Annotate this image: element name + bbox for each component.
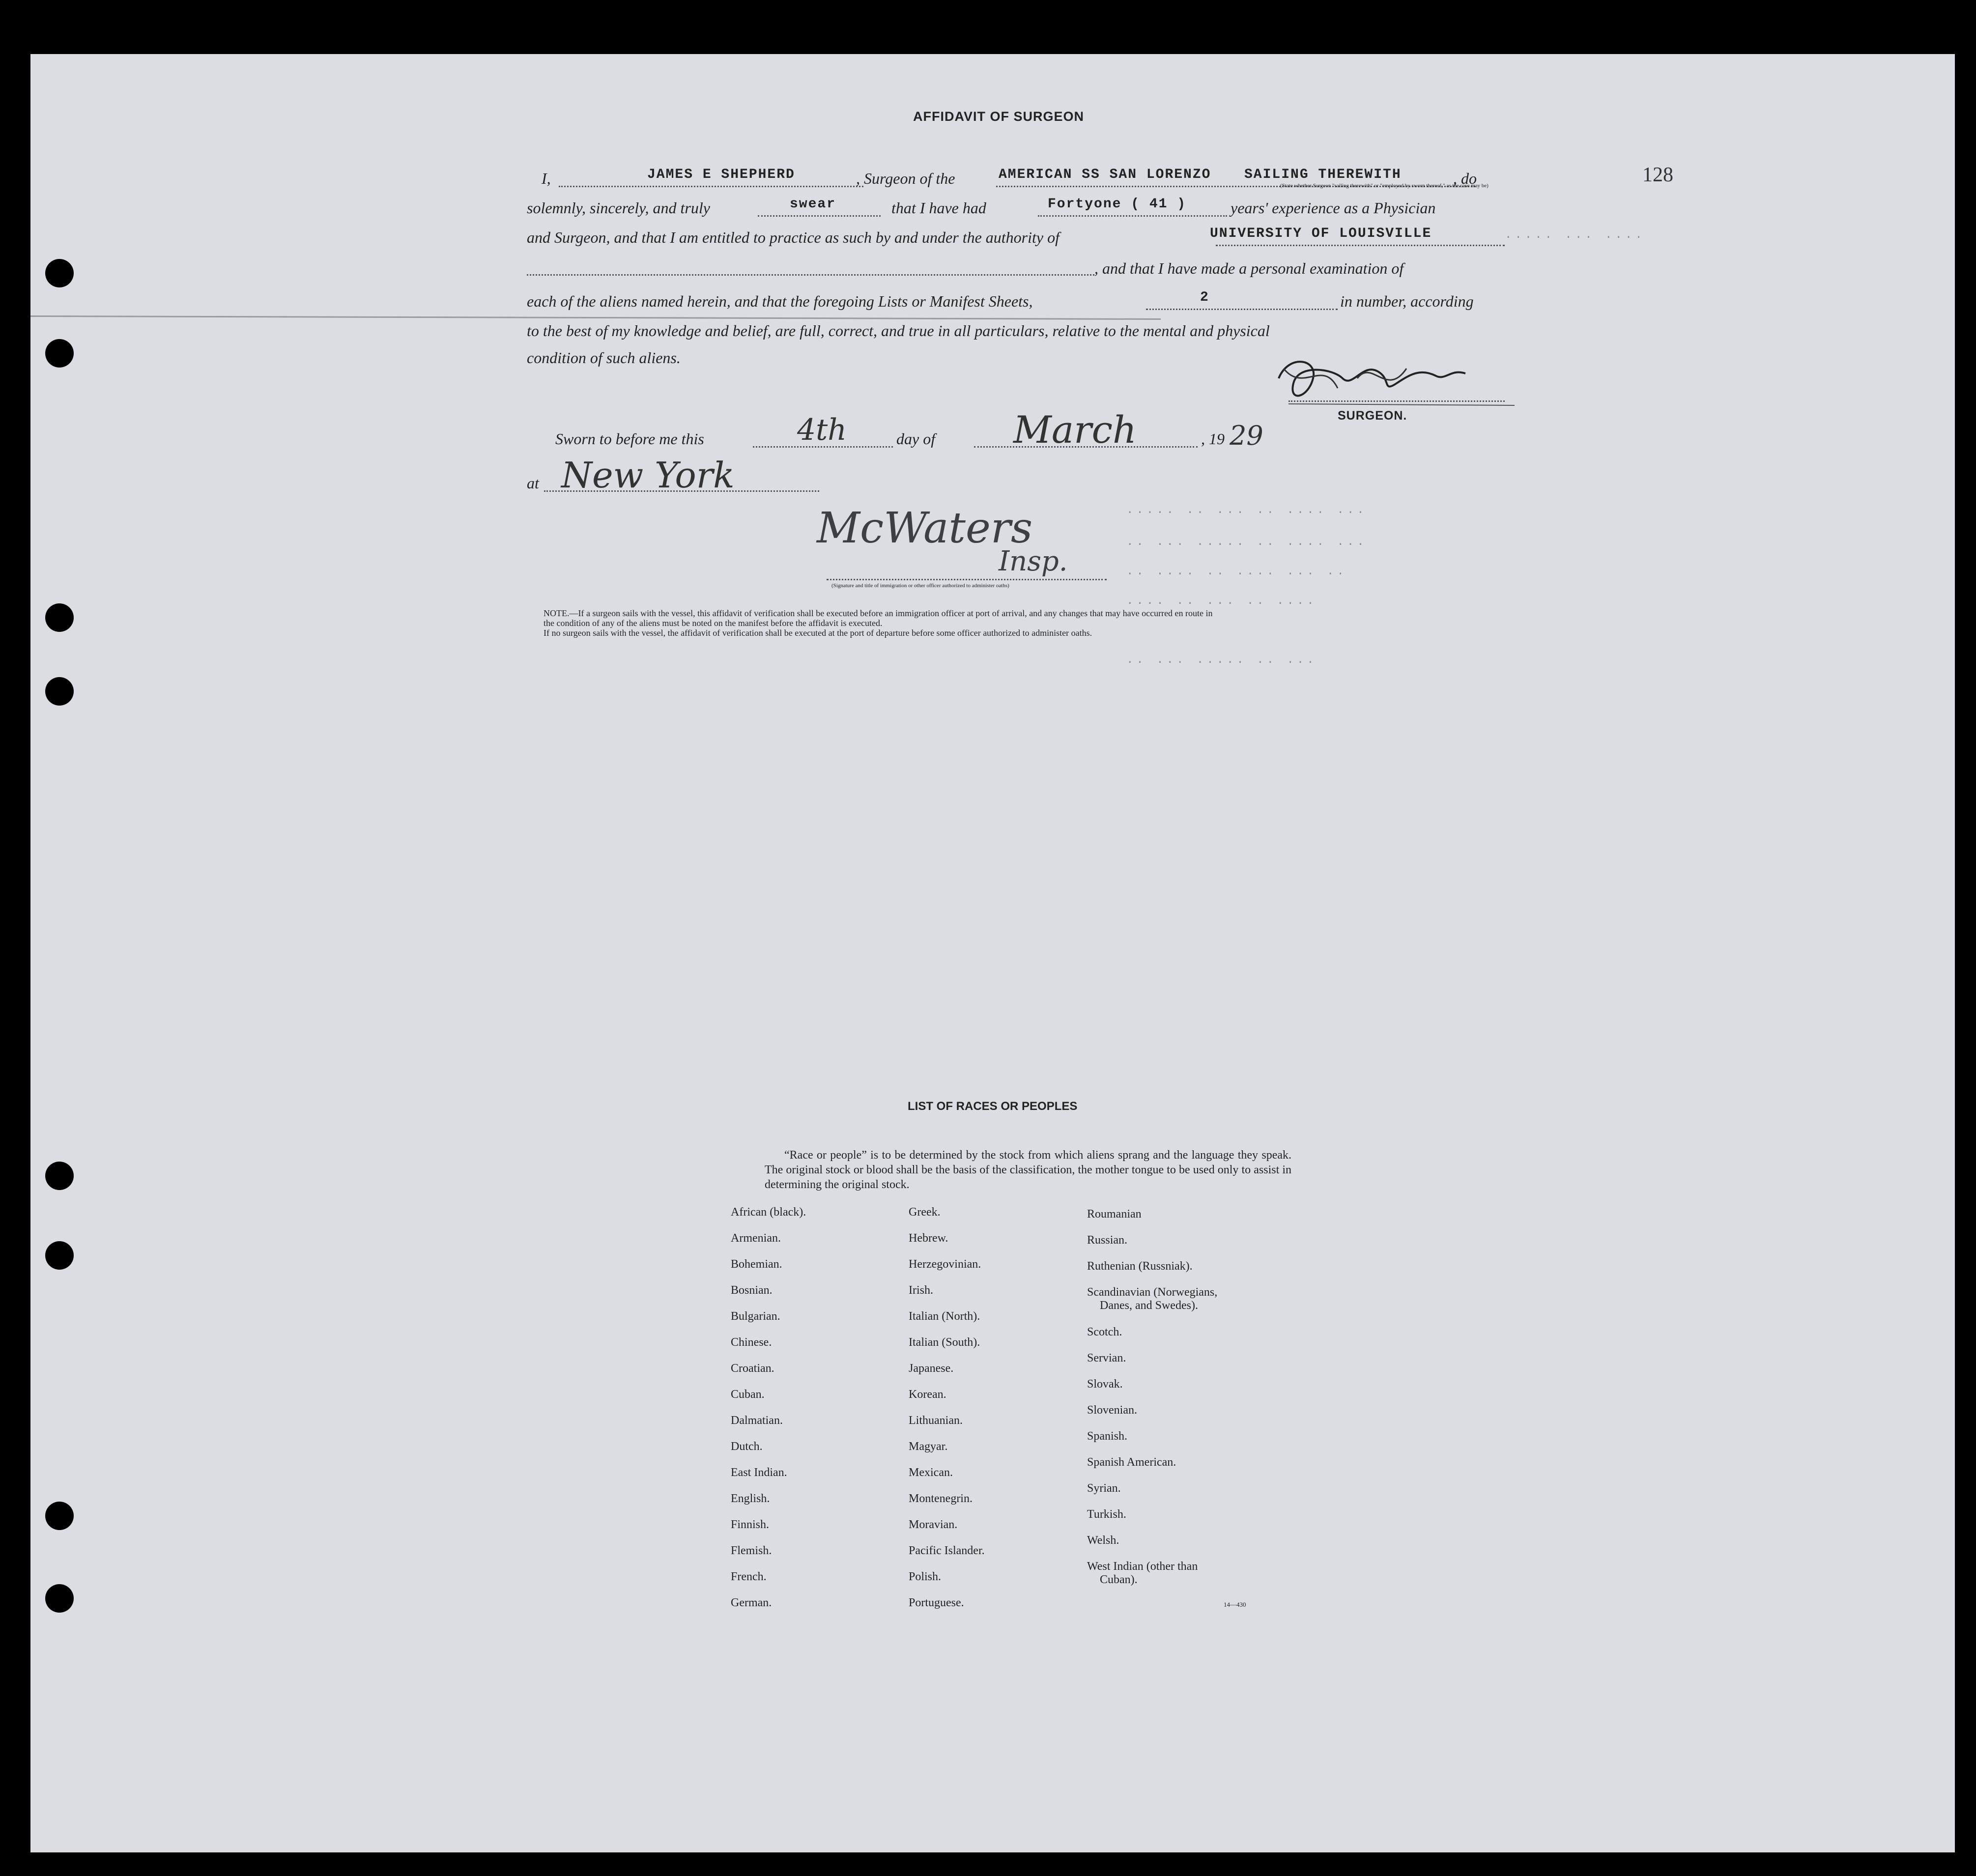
race-item: Ruthenian (Russniak). — [1087, 1260, 1193, 1273]
bleed-through: ·· ···· ·· ···· ··· ·· — [1126, 568, 1347, 581]
race-item: Cuban). — [1100, 1573, 1138, 1586]
race-item: Moravian. — [909, 1518, 958, 1531]
affidavit-text: I, — [542, 170, 551, 187]
race-item: Polish. — [909, 1570, 942, 1583]
race-item: French. — [731, 1570, 767, 1583]
bleed-through: ····· ·· ··· ·· ···· ··· — [1126, 506, 1367, 519]
note-text: If no surgeon sails with the vessel, the affidavit of verification shall be executed at the port of departure before some officer authorized to administer oaths. — [544, 628, 1092, 638]
race-item: Dalmatian. — [731, 1414, 783, 1427]
race-item: Spanish. — [1087, 1430, 1128, 1443]
punch-hole — [45, 677, 74, 706]
race-item: Italian (North). — [909, 1310, 980, 1323]
race-item: English. — [731, 1492, 770, 1505]
race-item: Pacific Islander. — [909, 1544, 985, 1557]
punch-hole — [45, 603, 74, 632]
authority-field: UNIVERSITY OF LOUISVILLE — [1210, 226, 1432, 241]
affidavit-text: in number, according — [1340, 292, 1474, 310]
race-item: Russian. — [1087, 1234, 1128, 1247]
race-item: Danes, and Swedes). — [1100, 1299, 1198, 1312]
race-item: Italian (South). — [909, 1336, 980, 1349]
race-item: Greek. — [909, 1206, 941, 1219]
race-item: Welsh. — [1087, 1534, 1119, 1547]
sworn-place: New York — [561, 455, 735, 496]
sworn-month: March — [1013, 408, 1137, 452]
race-item: Portuguese. — [909, 1596, 964, 1609]
sworn-text: day of — [896, 430, 936, 448]
race-item: Servian. — [1087, 1352, 1126, 1364]
oath-field: swear — [790, 197, 836, 212]
race-item: East Indian. — [731, 1466, 787, 1479]
fill-line — [1146, 309, 1338, 310]
sworn-day: 4th — [797, 413, 847, 447]
race-item: Mexican. — [909, 1466, 953, 1479]
race-item: Turkish. — [1087, 1508, 1126, 1521]
race-item: German. — [731, 1596, 772, 1609]
race-item: Herzegovinian. — [909, 1258, 981, 1271]
punch-hole — [45, 259, 74, 287]
punch-hole — [45, 339, 74, 368]
race-item: Slovak. — [1087, 1378, 1123, 1391]
affidavit-text: and Surgeon, and that I am entitled to practice as such by and under the authority of — [527, 228, 1060, 246]
note-text: NOTE.—If a surgeon sails with the vessel, this affidavit of verification shall be executed before an immigration officer at port of arrival, and any changes that may have occurred en route in — [544, 608, 1213, 618]
sworn-text: Sworn to before me this — [555, 430, 704, 448]
race-item: Croatian. — [731, 1362, 774, 1375]
fill-line — [1038, 215, 1227, 217]
race-item: Scotch. — [1087, 1326, 1122, 1338]
race-item: Hebrew. — [909, 1232, 948, 1245]
race-item: Bulgarian. — [731, 1310, 780, 1323]
race-item: Dutch. — [731, 1440, 763, 1453]
race-item: Japanese. — [909, 1362, 954, 1375]
race-item: Slovenian. — [1087, 1404, 1137, 1417]
punch-hole — [45, 1162, 74, 1190]
surgeon-signature — [1259, 349, 1519, 408]
race-item: African (black). — [731, 1206, 806, 1219]
race-item: Lithuanian. — [909, 1414, 963, 1427]
races-title: LIST OF RACES OR PEOPLES — [908, 1100, 1078, 1113]
sworn-year: 29 — [1230, 420, 1263, 451]
race-item: Syrian. — [1087, 1482, 1121, 1495]
race-item: Flemish. — [731, 1544, 772, 1557]
affidavit-text: each of the aliens named herein, and that the foregoing Lists or Manifest Sheets, — [527, 292, 1033, 310]
officer-caption: (Signature and title of immigration or other officer authorized to administer oaths) — [831, 583, 1009, 589]
sworn-text: at — [527, 474, 539, 492]
officer-title: Insp. — [999, 545, 1068, 577]
sheets-field: 2 — [1200, 290, 1209, 305]
state-note: (State whether Surgeon "sailing therewith" or "employed by sworn thereof," as the case may be) — [1280, 183, 1489, 189]
race-item: Bosnian. — [731, 1284, 773, 1297]
signature-line — [1289, 400, 1505, 402]
races-intro-text: “Race or people” is to be determined by the stock from which aliens sprang and the language they speak. The original stock or blood shall be the basis of the classification, the mother tongue to be used only to assist in determining the original stock. — [765, 1149, 1291, 1191]
bleed-through: ·· ··· ····· ·· ··· — [1126, 656, 1317, 669]
sailing-field: SAILING THEREWITH — [1244, 167, 1402, 182]
bleed-through: ···· ·· ··· ·· ···· — [1126, 597, 1317, 610]
race-item: West Indian (other than — [1087, 1560, 1198, 1573]
years-field: Fortyone ( 41 ) — [1048, 197, 1187, 212]
scan-artifact-line — [30, 315, 1161, 320]
bleed-through: ····· ··· ···· — [1505, 231, 1645, 244]
race-item: Roumanian — [1087, 1208, 1142, 1221]
signature-line — [827, 579, 1107, 580]
officer-signature: McWaters — [817, 504, 1033, 553]
race-item: Cuban. — [731, 1388, 765, 1401]
race-item: Armenian. — [731, 1232, 781, 1245]
affidavit-text: , and that I have made a personal examination of — [1094, 259, 1404, 277]
affidavit-text: condition of such aliens. — [527, 349, 681, 367]
affidavit-text: solemnly, sincerely, and truly — [527, 199, 710, 217]
affidavit-text: that I have had — [891, 199, 986, 217]
punch-hole — [45, 1241, 74, 1270]
note-text: the condition of any of the aliens must be noted on the manifest before the affidavit is executed. — [544, 618, 883, 628]
race-item: Korean. — [909, 1388, 946, 1401]
affidavit-text: , do — [1453, 170, 1477, 187]
affidavit-text: to the best of my knowledge and belief, are full, correct, and true in all particulars, relative to the mental and physical — [527, 322, 1270, 340]
fill-line — [758, 215, 881, 217]
race-item: Irish. — [909, 1284, 933, 1297]
sworn-text: , 19 — [1201, 430, 1225, 448]
form-number: 14—430 — [1224, 1601, 1246, 1608]
race-item: Spanish American. — [1087, 1456, 1176, 1469]
punch-hole — [45, 1502, 74, 1530]
race-item: Finnish. — [731, 1518, 770, 1531]
race-item: Chinese. — [731, 1336, 772, 1349]
race-item: Scandinavian (Norwegians, — [1087, 1286, 1218, 1299]
fill-line — [559, 186, 863, 187]
surgeon-name-field: JAMES E SHEPHERD — [647, 167, 795, 182]
race-item: Bohemian. — [731, 1258, 782, 1271]
race-item: Magyar. — [909, 1440, 948, 1453]
race-item: Montenegrin. — [909, 1492, 973, 1505]
page-number: 128 — [1642, 164, 1673, 186]
document-page — [30, 54, 1955, 1852]
affidavit-text: , Surgeon of the — [856, 170, 955, 187]
surgeon-label: SURGEON. — [1338, 409, 1407, 423]
bleed-through: ·· ··· ····· ·· ···· ··· — [1126, 538, 1367, 551]
affidavit-text: years' experience as a Physician — [1231, 199, 1436, 217]
fill-line — [527, 274, 1094, 276]
fill-line — [1216, 245, 1505, 246]
affidavit-title: AFFIDAVIT OF SURGEON — [913, 109, 1084, 124]
punch-hole — [45, 1584, 74, 1613]
races-intro — [765, 1148, 1291, 1192]
vessel-field: AMERICAN SS SAN LORENZO — [999, 167, 1211, 182]
